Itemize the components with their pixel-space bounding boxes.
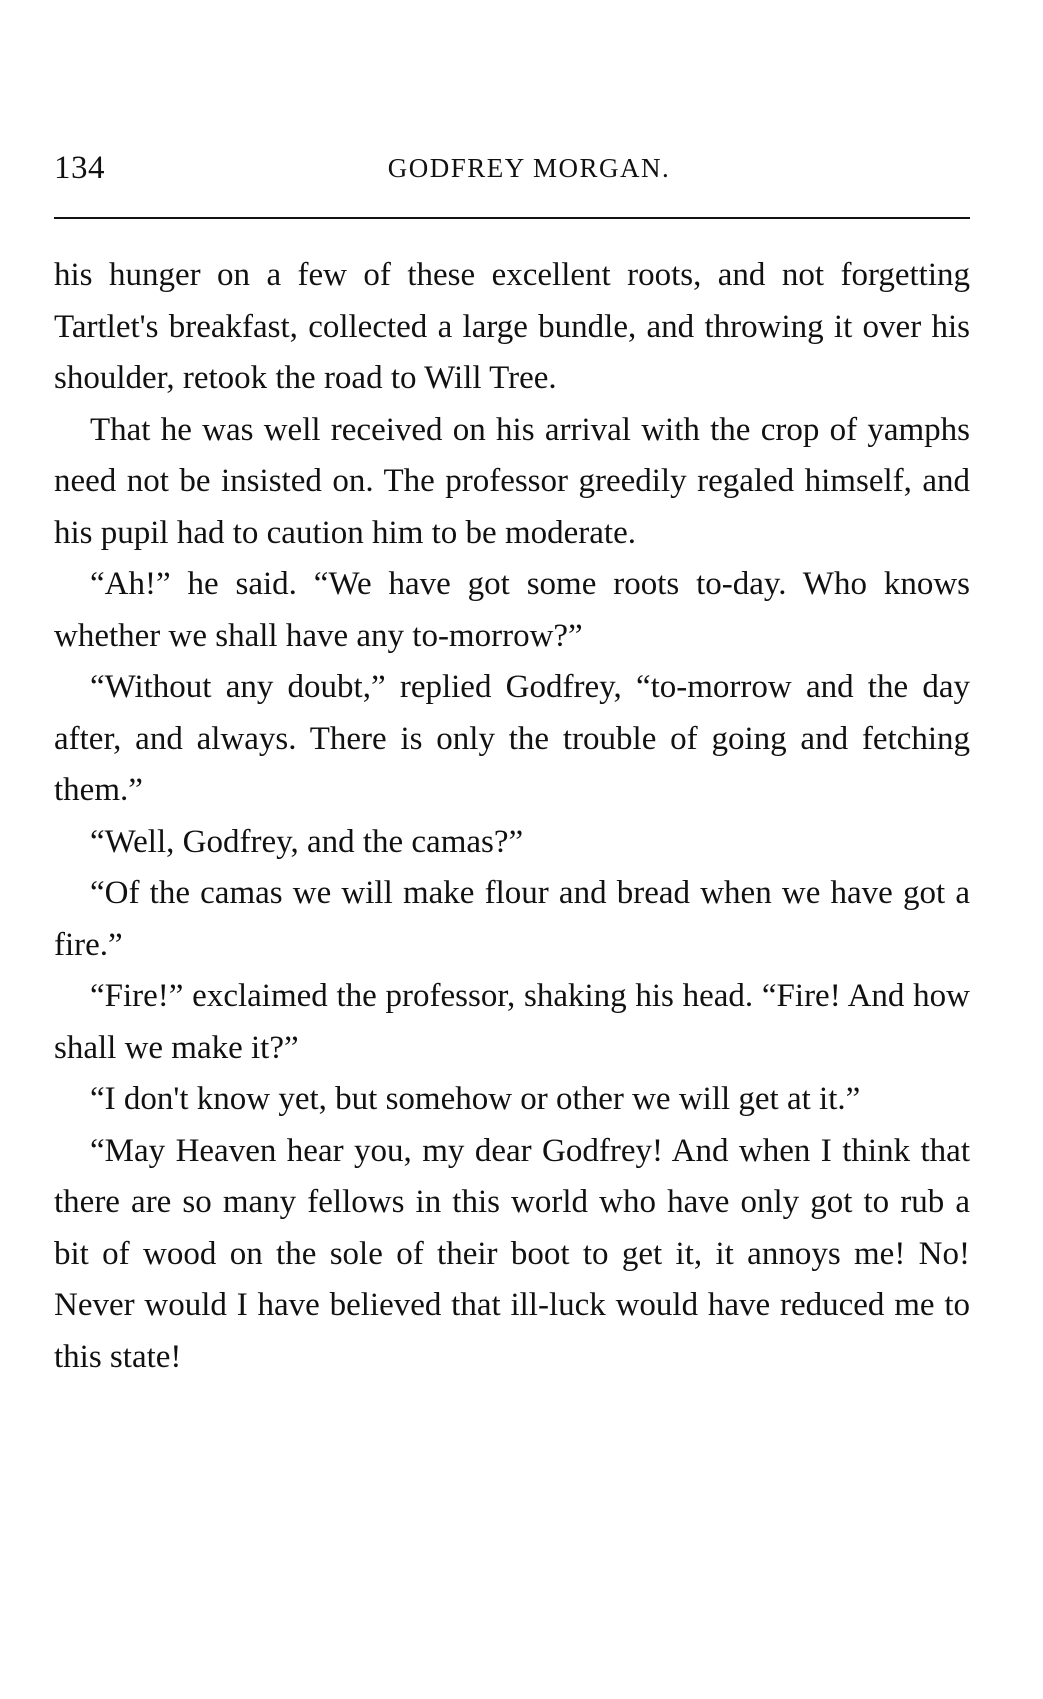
paragraph: “May Heaven hear you, my dear Godfrey! And when I think that there are so many fellows in this world who have only got to rub a bit of wood on the sole of their boot to get it, it annoys me! No! Never would I have believed that ill-luck would have reduced me to this state! — [54, 1132, 970, 1375]
header-rule — [54, 217, 970, 219]
paragraph: “Ah!” he said. “We have got some roots to-day. Who knows whether we shall have any to-morrow?” — [54, 566, 970, 654]
page-number: 134 — [54, 150, 105, 186]
paragraph: “Well, Godfrey, and the camas?” — [90, 823, 524, 860]
book-page — [54, 140, 970, 1375]
paragraph: “Of the camas we will make flour and bread when we have got a fire.” — [54, 875, 970, 963]
running-title: GODFREY MORGAN. — [387, 153, 671, 183]
paragraph: That he was well received on his arrival with the crop of yamphs need not be insisted on. The professor greedily regaled himself, and his pupil had to caution him to be moderate. — [54, 411, 970, 551]
body-text — [54, 250, 970, 1383]
paragraph: “Without any doubt,” replied Godfrey, “to-morrow and the day after, and always. There is only the trouble of going and fetching them.” — [54, 669, 970, 808]
paragraph: “I don't know yet, but somehow or other we will get at it.” — [90, 1081, 861, 1117]
paragraph: his hunger on a few of these excellent roots, and not forgetting Tartlet's breakfast, collected a large bundle, and throwing it over his shoulder, retook the road to Will Tree. — [54, 257, 970, 396]
paragraph: “Fire!” exclaimed the professor, shaking his head. “Fire! And how shall we make it?” — [54, 978, 970, 1066]
page-header — [54, 140, 970, 190]
